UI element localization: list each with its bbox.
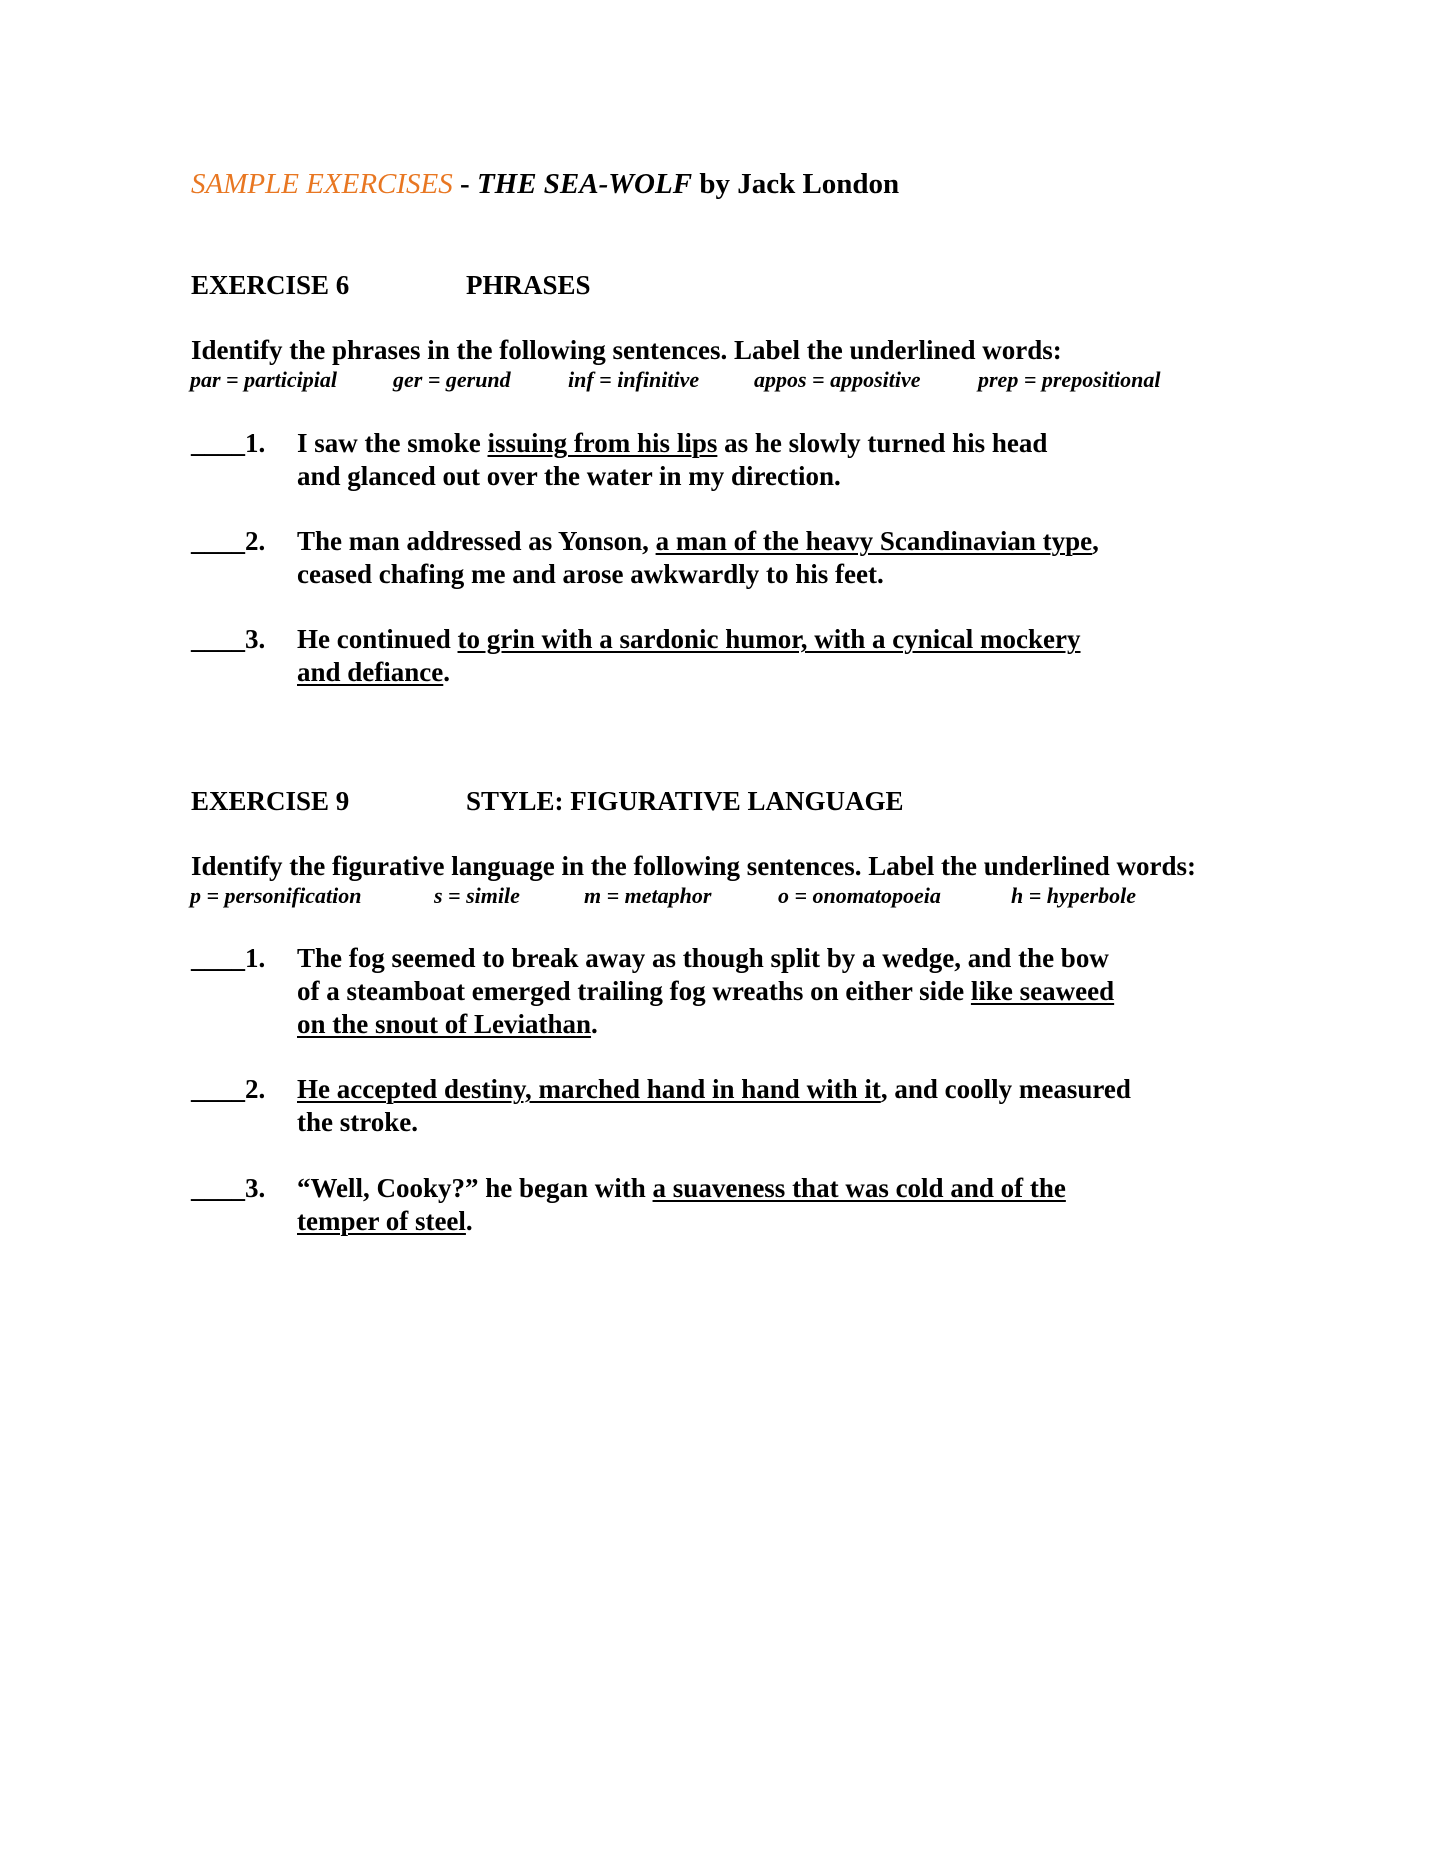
answer-blank: ____2. bbox=[191, 1074, 266, 1104]
exercise-9-item-3 bbox=[191, 1172, 1291, 1242]
legend-item: par = participial bbox=[190, 367, 337, 392]
sentence-line bbox=[297, 1073, 1131, 1106]
text: “Well, Cooky?” he began with bbox=[297, 1173, 653, 1203]
sentence-line bbox=[297, 975, 1114, 1008]
sentence-line: The fog seemed to break away as though split by a wedge, and the bow bbox=[297, 943, 1109, 973]
sentence-line: ceased chafing me and arose awkwardly to his feet. bbox=[297, 559, 884, 589]
legend-item: s = simile bbox=[434, 883, 520, 908]
underlined-text: a suaveness that was cold and of the bbox=[652, 1173, 1066, 1203]
text: as he slowly turned his head bbox=[717, 428, 1048, 458]
exercise-6-item-1 bbox=[191, 427, 1291, 497]
exercise-6-item-3 bbox=[191, 623, 1291, 693]
text: . bbox=[443, 657, 451, 687]
legend-item: inf = infinitive bbox=[568, 367, 700, 392]
underlined-text: a man of the heavy Scandinavian type bbox=[655, 526, 1093, 556]
sentence-line: and glanced out over the water in my direction. bbox=[297, 461, 841, 491]
answer-blank: ____3. bbox=[191, 624, 266, 654]
text: . bbox=[591, 1009, 598, 1039]
page-title bbox=[191, 168, 899, 201]
exercise-9-item-1 bbox=[191, 942, 1291, 1042]
answer-blank: ____1. bbox=[191, 428, 266, 458]
underlined-text: like seaweed bbox=[970, 976, 1115, 1006]
legend-item: o = onomatopoeia bbox=[778, 883, 941, 908]
title-author: by Jack London bbox=[692, 168, 900, 200]
exercise-6-label: EXERCISE 6 bbox=[191, 270, 350, 300]
sentence-line bbox=[297, 525, 1099, 558]
legend-item: p = personification bbox=[190, 883, 362, 908]
sentence-line bbox=[297, 1205, 473, 1238]
underlined-text: temper of steel bbox=[297, 1206, 466, 1236]
exercise-9-topic: STYLE: FIGURATIVE LANGUAGE bbox=[466, 786, 904, 816]
answer-blank: ____3. bbox=[191, 1173, 266, 1203]
exercise-6-instruction: Identify the phrases in the following sentences. Label the underlined words: bbox=[191, 335, 1062, 365]
text: He continued bbox=[297, 624, 458, 654]
exercise-6-topic: PHRASES bbox=[466, 270, 591, 300]
underlined-text: and defiance bbox=[297, 657, 444, 687]
exercise-9-instruction: Identify the figurative language in the following sentences. Label the underlined words: bbox=[191, 851, 1197, 881]
text: , and coolly measured bbox=[880, 1074, 1131, 1104]
text: I saw the smoke bbox=[297, 428, 488, 458]
legend-item: h = hyperbole bbox=[1011, 883, 1136, 908]
title-book: THE SEA-WOLF bbox=[476, 168, 693, 200]
sentence-line bbox=[297, 623, 1081, 656]
legend-item: prep = prepositional bbox=[978, 367, 1161, 392]
title-prefix: SAMPLE EXERCISES bbox=[191, 168, 453, 200]
text: The man addressed as Yonson, bbox=[297, 526, 656, 556]
sentence-line bbox=[297, 1008, 598, 1041]
legend-item: appos = appositive bbox=[754, 367, 921, 392]
sentence-line bbox=[297, 656, 450, 689]
underlined-text: to grin with a sardonic humor, with a cynical mockery bbox=[457, 624, 1081, 654]
underlined-text: He accepted destiny, marched hand in hand with it bbox=[297, 1074, 881, 1104]
answer-blank: ____1. bbox=[191, 943, 266, 973]
sentence-line: the stroke. bbox=[297, 1107, 418, 1137]
text: of a steamboat emerged trailing fog wreaths on either side bbox=[297, 976, 971, 1006]
sentence-line bbox=[297, 1172, 1066, 1205]
legend-item: ger = gerund bbox=[393, 367, 511, 392]
underlined-text: issuing from his lips bbox=[487, 428, 718, 458]
text: , bbox=[1092, 526, 1099, 556]
sentence-line bbox=[297, 427, 1047, 460]
exercise-9-label: EXERCISE 9 bbox=[191, 786, 350, 816]
exercise-6-item-2 bbox=[191, 525, 1291, 595]
legend-item: m = metaphor bbox=[584, 883, 712, 908]
text: . bbox=[465, 1206, 473, 1236]
title-separator: - bbox=[452, 168, 477, 200]
answer-blank: ____2. bbox=[191, 526, 266, 556]
underlined-text: on the snout of Leviathan bbox=[297, 1009, 592, 1039]
exercise-9-item-2 bbox=[191, 1073, 1291, 1143]
